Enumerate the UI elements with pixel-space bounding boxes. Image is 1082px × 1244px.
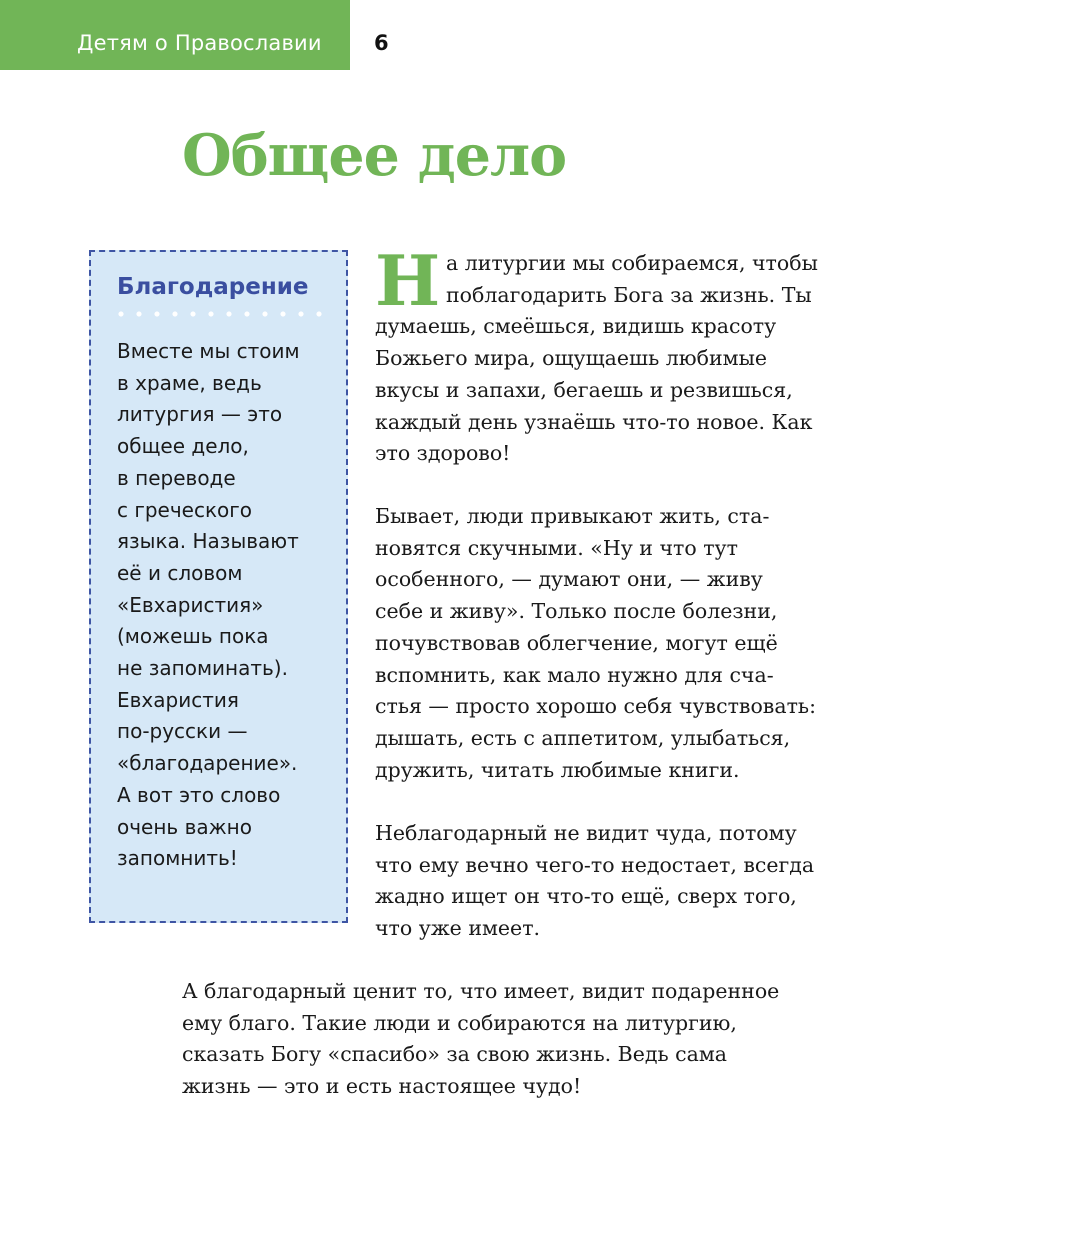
sidebar-heading: Благодарение: [117, 274, 309, 300]
drop-cap: Н: [375, 241, 441, 322]
text-line: стья — просто хорошо себя чувствовать:: [375, 694, 816, 719]
sidebar-line: (можешь пока: [117, 624, 269, 649]
sidebar-line: А вот это слово: [117, 782, 281, 807]
text-line: особенного, — думают они, — живу: [375, 567, 763, 592]
paragraph-2: [375, 501, 915, 786]
sidebar-text: [117, 336, 329, 875]
text-line: это здорово!: [375, 441, 511, 466]
sidebar-line: с греческого: [117, 497, 253, 522]
paragraph-3: [375, 818, 915, 945]
text-line: вспомнить, как мало нужно для сча-: [375, 662, 774, 687]
text-line: сказать Богу «спасибо» за свою жизнь. Ведь сама: [182, 1042, 728, 1067]
text-line: новятся скучными. «Ну и что тут: [375, 535, 738, 560]
sidebar-box: [89, 250, 348, 923]
text-line: а литургии мы собираемся, чтобы: [446, 251, 818, 275]
text-line: что ему вечно чего-то недостает, всегда: [375, 852, 815, 877]
text-line: поблагодарить Бога за жизнь. Ты: [446, 282, 812, 307]
sidebar-line: её и словом: [117, 560, 243, 585]
paragraph-4: [182, 976, 942, 1103]
text-line: что уже имеет.: [375, 916, 541, 941]
dotted-divider: [112, 310, 328, 318]
text-line: каждый день узнаёшь что-то новое. Как: [375, 409, 813, 434]
text-line: Божьего мира, ощущаешь любимые: [375, 346, 768, 371]
sidebar-line: не запоминать).: [117, 656, 288, 681]
series-title: Детям о Православии: [77, 31, 322, 55]
sidebar-line: «Евхаристия»: [117, 592, 264, 617]
sidebar-line: литургия — это: [117, 402, 283, 427]
sidebar-line: в храме, ведь: [117, 370, 262, 395]
text-line: почувствовав облегчение, могут ещё: [375, 630, 778, 655]
sidebar-line: по-русски —: [117, 719, 248, 744]
sidebar-line: языка. Называют: [117, 529, 299, 554]
text-line: ему благо. Такие люди и собираются на литургию,: [182, 1010, 737, 1035]
page-number: 6: [374, 31, 389, 55]
text-line: думаешь, смеёшься, видишь красоту: [375, 314, 777, 339]
text-line: А благодарный ценит то, что имеет, видит подаренное: [182, 979, 780, 1003]
sidebar-line: очень важно: [117, 814, 252, 839]
text-line: Неблагодарный не видит чуда, потому: [375, 821, 797, 845]
paragraph-1: [375, 241, 915, 470]
sidebar-line: общее дело,: [117, 434, 249, 459]
text-line: дышать, есть с аппетитом, улыбаться,: [375, 725, 791, 750]
text-line: вкусы и запахи, бегаешь и резвишься,: [375, 377, 793, 402]
sidebar-line: Вместе мы стоим: [117, 339, 300, 363]
text-line: жадно ищет он что-то ещё, сверх того,: [375, 884, 797, 909]
page-title: Общее дело: [182, 122, 567, 189]
sidebar-line: запомнить!: [117, 846, 238, 871]
text-line: себе и живу». Только после болезни,: [375, 599, 778, 624]
text-line: дружить, читать любимые книги.: [375, 757, 740, 782]
sidebar-line: «благодарение».: [117, 751, 298, 776]
text-line: Бывает, люди привыкают жить, ста-: [375, 504, 770, 528]
sidebar-line: Евхаристия: [117, 687, 239, 712]
sidebar-line: в переводе: [117, 465, 236, 490]
text-line: жизнь — это и есть настоящее чудо!: [182, 1074, 582, 1099]
